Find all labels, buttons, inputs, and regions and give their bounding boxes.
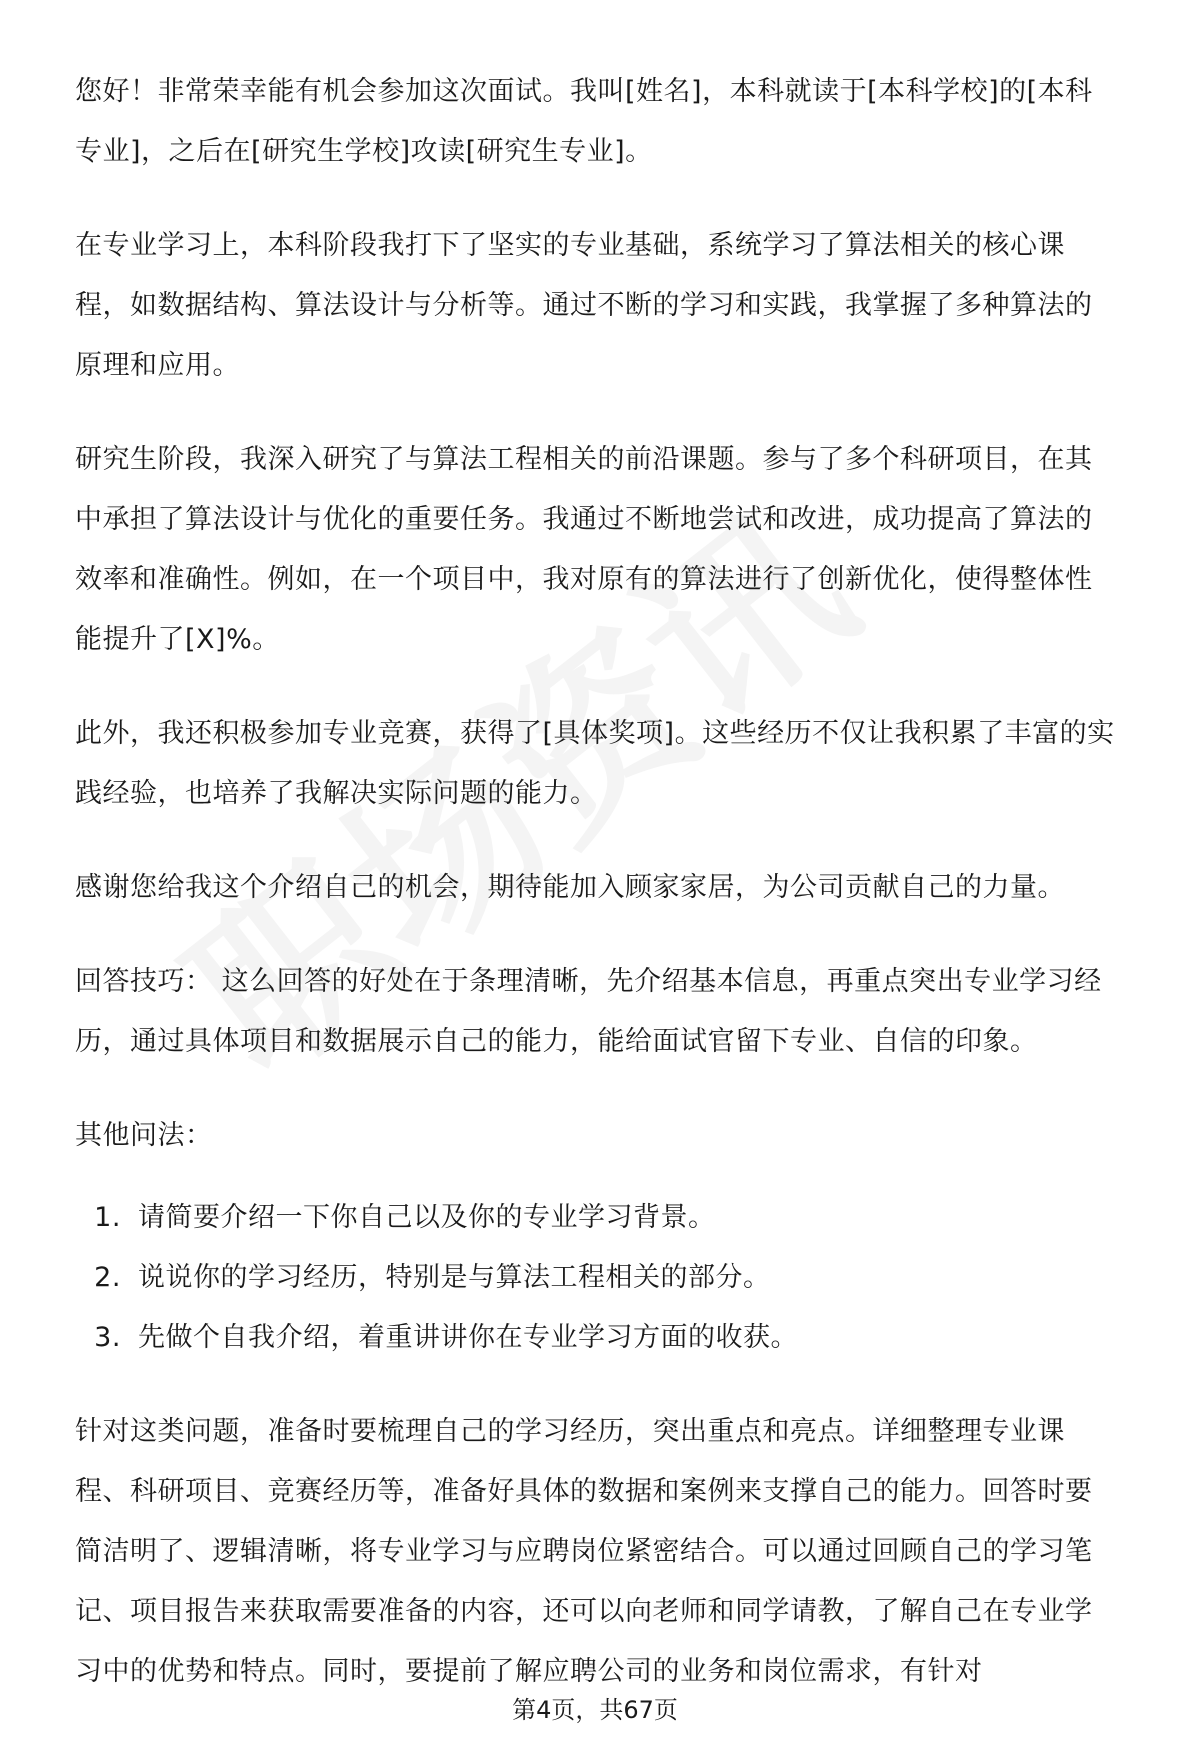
page-number: 第4页，共67页 [512, 1696, 678, 1724]
competition-paragraph: 此外，我还积极参加专业竞赛，获得了[具体奖项]。这些经历不仅让我积累了丰富的实践经验，也培养了我解决实际问题的能力。 [75, 718, 1115, 809]
document-body [75, 62, 1115, 1736]
other-questions-list [75, 1188, 1115, 1368]
graduate-paragraph: 研究生阶段，我深入研究了与算法工程相关的前沿课题。参与了多个科研项目，在其中承担了算法设计与优化的重要任务。我通过不断地尝试和改进，成功提高了算法的效率和准确性。例如，在一个项目中，我对原有的算法进行了创新优化，使得整体性能提升了[X]%。 [75, 444, 1093, 655]
thanks-paragraph: 感谢您给我这个介绍自己的机会，期待能加入顾家家居，为公司贡献自己的力量。 [75, 872, 1065, 903]
list-item: 1. 请简要介绍一下你自己以及你的专业学习背景。 [130, 1188, 1115, 1248]
list-item: 3. 先做个自我介绍，着重讲讲你在专业学习方面的收获。 [130, 1308, 1115, 1368]
other-questions-heading: 其他问法： [75, 1120, 213, 1151]
answer-tips-paragraph: 回答技巧： 这么回答的好处在于条理清晰，先介绍基本信息，再重点突出专业学习经历，通过具体项目和数据展示自己的能力，能给面试官留下专业、自信的印象。 [75, 966, 1102, 1057]
intro-paragraph: 您好！非常荣幸能有机会参加这次面试。我叫[姓名]，本科就读于[本科学校]的[本科专业]，之后在[研究生学校]攻读[研究生专业]。 [75, 76, 1093, 167]
list-item: 2. 说说你的学习经历，特别是与算法工程相关的部分。 [130, 1248, 1115, 1308]
preparation-paragraph: 针对这类问题，准备时要梳理自己的学习经历，突出重点和亮点。详细整理专业课程、科研项目、竞赛经历等，准备好具体的数据和案例来支撑自己的能力。回答时要简洁明了、逻辑清晰，将专业学习与应聘岗位紧密结合。可以通过回顾自己的学习笔记、项目报告来获取需要准备的内容，还可以向老师和同学请教，了解自己在专业学习中的优势和特点。同时，要提前了解应聘公司的业务和岗位需求，有针对 [75, 1416, 1093, 1687]
undergrad-paragraph: 在专业学习上，本科阶段我打下了坚实的专业基础，系统学习了算法相关的核心课程，如数据结构、算法设计与分析等。通过不断的学习和实践，我掌握了多种算法的原理和应用。 [75, 230, 1093, 381]
